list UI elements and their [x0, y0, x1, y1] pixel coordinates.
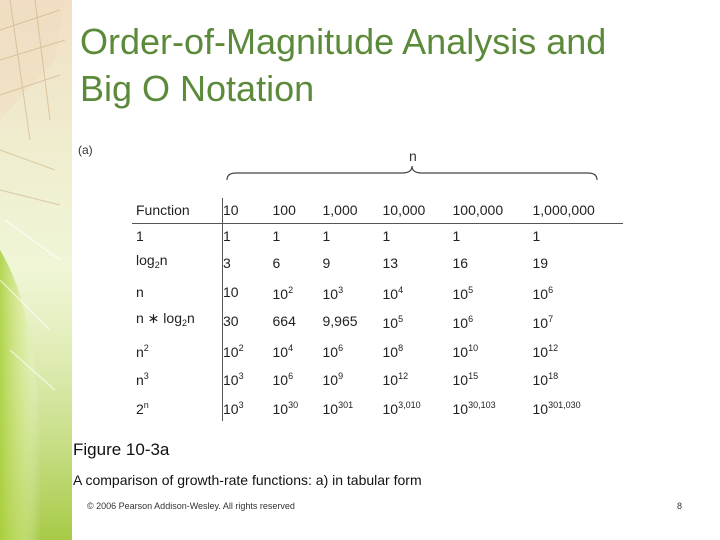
table-row: [132, 336, 623, 365]
cell-base: 1: [532, 227, 541, 244]
page-number: 8: [677, 501, 683, 511]
cell-base: 10: [382, 400, 399, 417]
header-n-value: 100: [273, 198, 323, 223]
cell-exponent: 3,010: [398, 399, 421, 410]
cell-exponent: 12: [398, 371, 409, 381]
cell-base: 6: [272, 254, 281, 271]
table-cell: [533, 278, 623, 307]
function-name: [132, 393, 223, 422]
table-cell: [533, 336, 623, 365]
function-name: [132, 248, 223, 278]
cell-base: 10: [223, 283, 239, 300]
table-cell: [453, 248, 533, 278]
table-cell: [223, 248, 273, 278]
cell-base: 10: [322, 343, 339, 360]
panel-label: (a): [78, 143, 93, 157]
title-line-1: Order-of-Magnitude Analysis and: [80, 21, 607, 62]
cell-base: 16: [452, 254, 469, 271]
table-row: [132, 278, 623, 307]
slide-title: [80, 18, 700, 112]
table-cell: [383, 393, 453, 422]
table-cell: [383, 223, 453, 248]
table-cell: [323, 223, 383, 248]
cell-base: 10: [532, 314, 549, 331]
table-cell: [273, 248, 323, 278]
table-row: [132, 248, 623, 278]
function-name: [132, 336, 223, 365]
cell-base: 10: [452, 343, 469, 360]
table-cell: [453, 364, 533, 393]
cell-base: 10: [272, 372, 289, 388]
table-cell: [323, 393, 383, 422]
function-name: [132, 223, 223, 248]
cell-base: 30: [223, 312, 239, 329]
cell-exponent: 6: [468, 313, 474, 324]
cell-exponent: 30,103: [468, 399, 496, 410]
table-cell: [223, 223, 273, 248]
table-cell: [383, 306, 453, 336]
table-cell: [533, 364, 623, 393]
cell-exponent: 6: [288, 371, 294, 381]
cell-base: 1: [382, 227, 391, 244]
table-cell: [383, 248, 453, 278]
function-superscript: n: [143, 399, 149, 410]
function-superscript: 3: [143, 371, 149, 381]
table-cell: [383, 364, 453, 393]
cell-base: 10: [452, 314, 469, 331]
table-cell: [323, 364, 383, 393]
cell-base: 13: [382, 254, 399, 271]
table-cell: [223, 306, 273, 336]
copyright-footer: © 2006 Pearson Addison-Wesley. All rights reserved: [87, 501, 295, 511]
cell-base: 10: [532, 285, 549, 302]
cell-exponent: 4: [288, 342, 294, 353]
cell-exponent: 6: [548, 284, 554, 295]
table-cell: [323, 278, 383, 307]
title-line-2: Big O Notation: [80, 68, 315, 109]
table-cell: [453, 393, 533, 422]
function-base: n: [136, 343, 144, 360]
table-cell: [273, 336, 323, 365]
cell-base: 3: [223, 254, 231, 271]
cell-exponent: 9: [338, 371, 344, 381]
cell-base: 19: [532, 254, 549, 271]
table-row: [132, 364, 623, 393]
table-cell: [273, 223, 323, 248]
table-cell: [323, 248, 383, 278]
function-name: [132, 306, 223, 336]
table-header-row: [132, 198, 623, 223]
cell-base: 10: [452, 372, 469, 388]
table-cell: [533, 393, 623, 422]
table-cell: [533, 248, 623, 278]
table-cell: [223, 278, 273, 307]
cell-base: 1: [223, 227, 231, 244]
cell-exponent: 18: [548, 371, 559, 381]
table-row: [132, 306, 623, 336]
table-cell: [273, 364, 323, 393]
cell-exponent: 6: [338, 342, 344, 353]
cell-exponent: 10: [468, 342, 479, 353]
cell-base: 1: [272, 227, 281, 244]
cell-exponent: 2: [238, 342, 244, 353]
cell-base: 9,965: [322, 312, 358, 329]
cell-base: 664: [272, 312, 296, 329]
function-base: 1: [136, 227, 144, 244]
table-cell: [533, 306, 623, 336]
function-base: log: [136, 252, 155, 268]
table-body: [132, 198, 623, 421]
cell-exponent: 8: [398, 342, 404, 353]
table-cell: [383, 278, 453, 307]
cell-exponent: 301,030: [548, 399, 581, 410]
cell-base: 10: [223, 372, 239, 388]
cell-base: 10: [532, 343, 549, 360]
header-n-value: 1,000: [323, 198, 383, 223]
cell-base: 10: [382, 285, 399, 302]
cell-exponent: 12: [548, 342, 559, 353]
table-row: [132, 393, 623, 422]
cell-base: 10: [272, 285, 289, 302]
cell-base: 10: [223, 343, 239, 360]
function-base: 2: [136, 400, 144, 417]
table-cell: [383, 336, 453, 365]
table-cell: [533, 223, 623, 248]
table-cell: [273, 278, 323, 307]
cell-base: 10: [382, 343, 399, 360]
cell-exponent: 4: [398, 284, 404, 295]
cell-base: 10: [272, 400, 289, 417]
table-row: [132, 223, 623, 248]
header-function: Function: [132, 198, 223, 223]
table-cell: [453, 336, 533, 365]
cell-exponent: 301: [338, 399, 354, 410]
cell-base: 10: [272, 343, 289, 360]
cell-base: 10: [452, 285, 469, 302]
figure-caption-text: A comparison of growth-rate functions: a) in tabular form: [73, 472, 422, 488]
table-cell: [223, 393, 273, 422]
figure-panel: [76, 140, 666, 417]
function-tail: n: [159, 252, 168, 268]
cell-base: 10: [532, 372, 549, 388]
cell-base: 1: [322, 227, 331, 244]
cell-exponent: 3: [238, 371, 244, 381]
cell-base: 10: [532, 400, 549, 417]
table-cell: [453, 278, 533, 307]
curly-brace-icon: [226, 165, 598, 181]
cell-base: 9: [322, 254, 331, 271]
cell-exponent: 5: [468, 284, 474, 295]
function-base: n: [136, 372, 144, 388]
function-tail: n: [187, 310, 195, 326]
table-cell: [273, 393, 323, 422]
cell-base: 10: [223, 400, 239, 417]
cell-base: 10: [322, 285, 339, 302]
cell-exponent: 2: [288, 284, 294, 295]
table-cell: [223, 336, 273, 365]
header-n-value: 10,000: [383, 198, 453, 223]
table-cell: [273, 306, 323, 336]
growth-rate-table: [132, 198, 623, 421]
header-n-value: 10: [223, 198, 273, 223]
function-subscript: 2: [181, 318, 187, 328]
cell-base: 10: [382, 314, 399, 331]
cell-exponent: 3: [338, 284, 344, 295]
cell-exponent: 15: [468, 371, 479, 381]
cell-exponent: 7: [548, 313, 554, 324]
function-base: n ∗ log: [136, 310, 182, 326]
cell-base: 10: [322, 400, 339, 417]
cell-base: 1: [452, 227, 461, 244]
cell-base: 10: [382, 372, 399, 388]
function-subscript: 2: [154, 260, 160, 270]
n-brace-label: n: [409, 148, 417, 164]
cell-exponent: 5: [398, 313, 404, 324]
table-cell: [223, 364, 273, 393]
table-cell: [453, 223, 533, 248]
header-n-value: 1,000,000: [533, 198, 623, 223]
function-superscript: 2: [143, 342, 149, 353]
function-name: [132, 278, 223, 307]
function-base: n: [136, 283, 144, 300]
function-name: [132, 364, 223, 393]
cell-base: 10: [452, 400, 469, 417]
cell-exponent: 3: [238, 399, 244, 410]
cell-base: 10: [322, 372, 339, 388]
table-cell: [323, 336, 383, 365]
header-n-value: 100,000: [453, 198, 533, 223]
figure-caption-title: Figure 10-3a: [73, 440, 170, 459]
table-cell: [323, 306, 383, 336]
table-cell: [453, 306, 533, 336]
cell-exponent: 30: [288, 399, 299, 410]
